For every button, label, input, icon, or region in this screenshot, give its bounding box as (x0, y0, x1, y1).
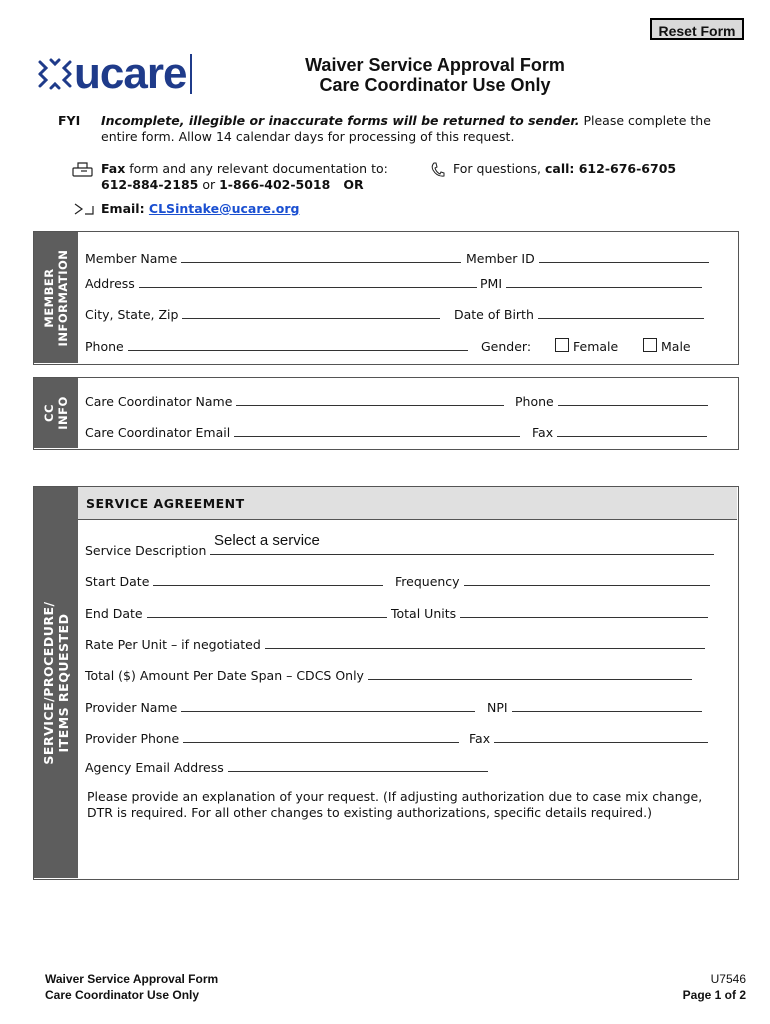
cc-email-label: Care Coordinator Email (85, 425, 231, 440)
frequency-label: Frequency (395, 574, 460, 589)
member-id-input[interactable] (539, 251, 709, 263)
city-state-zip-label: City, State, Zip (85, 307, 179, 322)
female-label: Female (573, 339, 619, 354)
cc-info-tab-label (42, 396, 70, 430)
explanation-line-2: DTR is required. For all other changes to existing authorizations, specific details required.) (87, 805, 652, 820)
ucare-logo-mark-icon (36, 56, 74, 92)
pmi-field[interactable] (480, 276, 702, 291)
logo-wordmark: ucare (74, 49, 187, 98)
ucare-logo (36, 49, 192, 98)
pmi-label: PMI (480, 276, 503, 291)
fax-number-2: 1-866-402-5018 (219, 177, 331, 192)
fyi-rest: Please complete the (579, 113, 711, 128)
total-amount-input[interactable] (368, 668, 692, 680)
gender-field (481, 339, 531, 354)
dob-field[interactable] (454, 307, 704, 322)
service-description-input[interactable] (210, 543, 714, 555)
male-option[interactable] (643, 338, 691, 354)
end-date-label: End Date (85, 606, 143, 621)
male-label: Male (661, 339, 691, 354)
email-label: Email: (101, 201, 149, 216)
member-name-field[interactable] (85, 251, 461, 266)
fyi-text (101, 113, 741, 145)
gender-label: Gender: (481, 339, 532, 354)
total-amount-field[interactable] (85, 668, 692, 683)
reset-form-button[interactable]: Reset Form (650, 18, 744, 40)
end-date-field[interactable] (85, 606, 387, 621)
npi-field[interactable] (487, 700, 702, 715)
email-line (101, 201, 299, 217)
service-description-label: Service Description (85, 543, 207, 558)
title-line-2: Care Coordinator Use Only (319, 75, 551, 95)
cc-info-tab (34, 378, 78, 448)
tab-line-2: ITEMS REQUESTED (56, 613, 71, 752)
logo-divider (190, 54, 192, 94)
city-state-zip-input[interactable] (182, 307, 440, 319)
phone-field[interactable] (85, 339, 468, 354)
email-icon (74, 202, 94, 216)
address-field[interactable] (85, 276, 477, 291)
questions-label: For questions, (453, 161, 545, 176)
member-id-field[interactable] (466, 251, 709, 266)
member-id-label: Member ID (466, 251, 535, 266)
member-information-tab (34, 232, 78, 363)
address-label: Address (85, 276, 135, 291)
service-tab-label (41, 601, 71, 764)
service-agreement-title: SERVICE AGREEMENT (86, 496, 245, 511)
tab-line-2: INFORMATION (56, 249, 70, 346)
female-option[interactable] (555, 338, 618, 354)
email-link[interactable]: CLSintake@ucare.org (148, 201, 300, 216)
cc-fax-label: Fax (532, 425, 554, 440)
city-state-zip-field[interactable] (85, 307, 440, 322)
tab-line-2: INFO (56, 396, 70, 430)
rate-field[interactable] (85, 637, 705, 652)
tab-line-1: CC (42, 404, 56, 422)
cc-email-field[interactable] (85, 425, 520, 440)
title-line-1: Waiver Service Approval Form (305, 55, 565, 75)
dob-input[interactable] (538, 307, 704, 319)
pmi-input[interactable] (506, 276, 702, 288)
service-select[interactable]: Select a service (214, 532, 320, 549)
total-units-field[interactable] (391, 606, 708, 621)
start-date-input[interactable] (153, 574, 383, 586)
member-name-label: Member Name (85, 251, 178, 266)
fax-label: Fax (101, 161, 126, 176)
member-name-input[interactable] (181, 251, 461, 263)
member-information-section (33, 231, 739, 365)
explanation-textarea[interactable] (85, 827, 730, 872)
phone-icon (431, 162, 445, 178)
explanation-text (87, 789, 732, 821)
dob-label: Date of Birth (454, 307, 534, 322)
fax-number-1: 612-884-2185 (101, 177, 199, 192)
service-section (33, 486, 739, 880)
member-information-tab-label (42, 249, 70, 346)
agency-email-field[interactable] (85, 760, 488, 775)
cc-fax-input[interactable] (557, 425, 707, 437)
phone-input[interactable] (128, 339, 468, 351)
footer-page-number: Page 1 of 2 (682, 988, 746, 1002)
provider-phone-field[interactable] (85, 731, 459, 746)
footer-right (683, 971, 746, 1003)
fax-text (101, 161, 388, 193)
fyi-warning: Incomplete, illegible or inaccurate forms will be returned to sender. (101, 113, 580, 128)
npi-input[interactable] (512, 700, 702, 712)
phone-label: Phone (85, 339, 124, 354)
explanation-line-1: Please provide an explanation of your request. (If adjusting authorization due to case mix change, (87, 789, 703, 804)
provider-fax-field[interactable] (469, 731, 708, 746)
npi-label: NPI (487, 700, 508, 715)
male-checkbox[interactable] (643, 338, 657, 352)
provider-phone-label: Provider Phone (85, 731, 180, 746)
fyi-label: FYI (58, 113, 81, 128)
provider-fax-input[interactable] (494, 731, 708, 743)
fyi-line-2: entire form. Allow 14 calendar days for processing of this request. (101, 129, 515, 144)
service-agreement-header (78, 487, 737, 520)
cc-name-label: Care Coordinator Name (85, 394, 233, 409)
frequency-input[interactable] (464, 574, 710, 586)
footer-form-name: Waiver Service Approval Form (45, 972, 219, 986)
cc-name-input[interactable] (236, 394, 504, 406)
provider-fax-label: Fax (469, 731, 491, 746)
footer-subtitle: Care Coordinator Use Only (45, 988, 200, 1002)
cc-phone-input[interactable] (558, 394, 708, 406)
address-input[interactable] (139, 276, 477, 288)
fax-or-2: OR (330, 177, 364, 192)
fax-or: or (198, 177, 220, 192)
agency-email-input[interactable] (228, 760, 488, 772)
page-title (270, 55, 600, 95)
rate-input[interactable] (265, 637, 705, 649)
fax-icon (72, 162, 94, 178)
start-date-label: Start Date (85, 574, 150, 589)
end-date-input[interactable] (147, 606, 387, 618)
service-description-field[interactable] (85, 543, 714, 558)
cc-email-input[interactable] (234, 425, 520, 437)
agency-email-label: Agency Email Address (85, 760, 224, 775)
cc-fax-field[interactable] (532, 425, 707, 440)
total-units-input[interactable] (460, 606, 708, 618)
tab-line-1: MEMBER (42, 267, 56, 328)
total-amount-label: Total ($) Amount Per Date Span – CDCS Only (85, 668, 364, 683)
female-checkbox[interactable] (555, 338, 569, 352)
tab-line-1: SERVICE/PROCEDURE/ (41, 600, 56, 765)
cc-phone-field[interactable] (515, 394, 708, 409)
footer-left (45, 971, 218, 1003)
service-tab (34, 487, 78, 878)
total-units-label: Total Units (391, 606, 457, 621)
frequency-field[interactable] (395, 574, 710, 589)
cc-phone-label: Phone (515, 394, 554, 409)
cc-info-section (33, 377, 739, 450)
provider-phone-input[interactable] (183, 731, 459, 743)
cc-name-field[interactable] (85, 394, 504, 409)
rate-label: Rate Per Unit – if negotiated (85, 637, 261, 652)
provider-name-input[interactable] (181, 700, 475, 712)
questions-phone: call: 612-676-6705 (544, 161, 677, 176)
questions-text (453, 161, 676, 177)
start-date-field[interactable] (85, 574, 383, 589)
provider-name-label: Provider Name (85, 700, 178, 715)
provider-name-field[interactable] (85, 700, 475, 715)
footer-form-code: U7546 (710, 972, 746, 986)
fax-desc: form and any relevant documentation to: (125, 161, 388, 176)
